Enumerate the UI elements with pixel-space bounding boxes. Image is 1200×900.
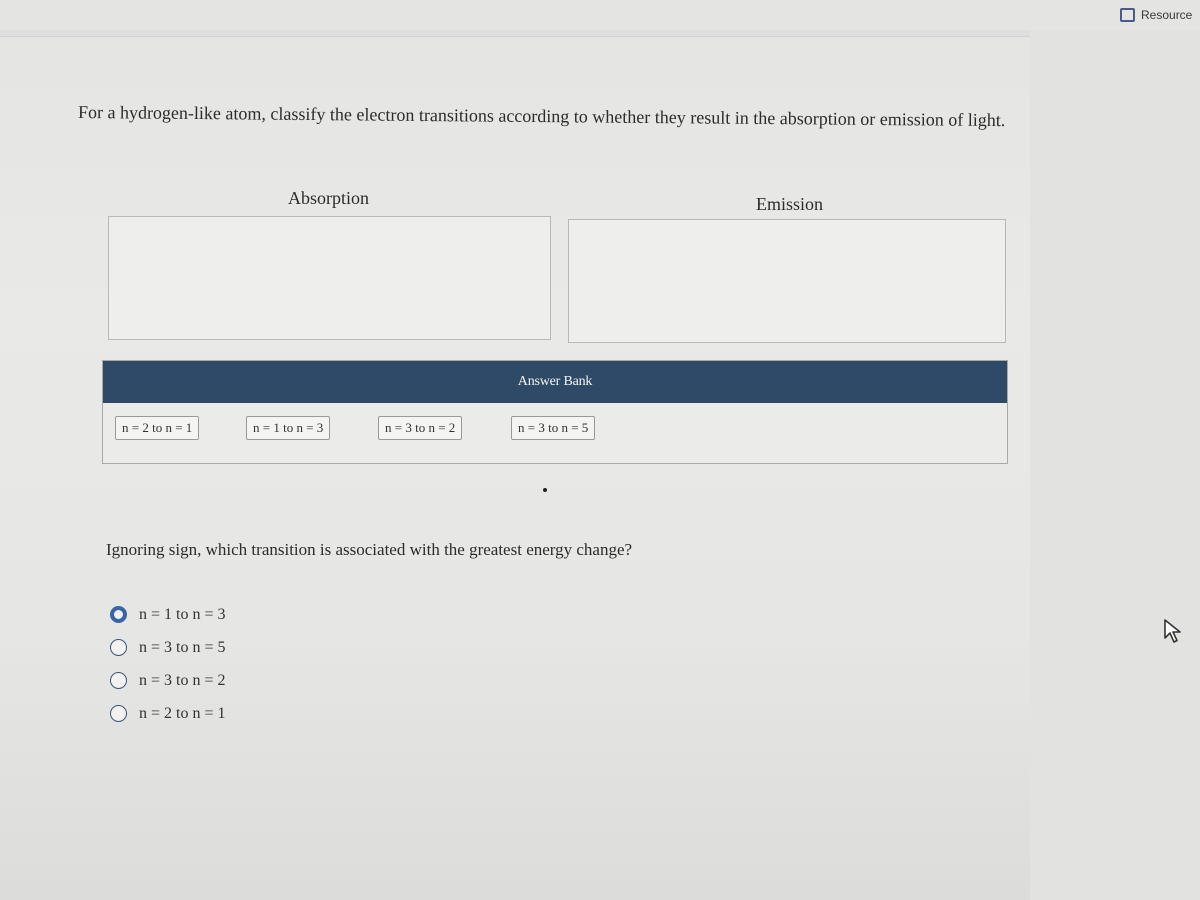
mouse-pointer-icon	[1162, 618, 1186, 646]
answer-chip[interactable]: n = 3 to n = 2	[378, 416, 462, 440]
stray-dot	[543, 488, 547, 492]
radio-button[interactable]	[110, 705, 127, 722]
absorption-dropzone[interactable]	[108, 216, 551, 340]
answer-bank	[102, 360, 1008, 464]
answer-chip[interactable]: n = 2 to n = 1	[115, 416, 199, 440]
mc-option-label: n = 1 to n = 3	[139, 605, 226, 623]
mc-option[interactable]	[110, 664, 226, 697]
right-margin	[1030, 30, 1200, 900]
mc-question-prompt: Ignoring sign, which transition is associated with the greatest energy change?	[106, 540, 633, 559]
mc-option-label: n = 3 to n = 2	[139, 671, 226, 689]
answer-chip[interactable]: n = 3 to n = 5	[511, 416, 595, 440]
mc-option-label: n = 3 to n = 5	[139, 638, 226, 656]
mc-option[interactable]	[110, 697, 226, 730]
sort-question-prompt: For a hydrogen-like atom, classify the electron transitions according to whether they result in the absorption or emission of light.	[77, 102, 1006, 131]
mc-option[interactable]	[110, 598, 226, 631]
bookmark-square-icon	[1120, 8, 1135, 22]
resources-button[interactable]	[1120, 8, 1192, 22]
top-bar	[0, 30, 1200, 37]
answer-chip[interactable]: n = 1 to n = 3	[246, 416, 330, 440]
emission-dropzone[interactable]	[568, 219, 1006, 343]
radio-button[interactable]	[110, 639, 127, 656]
mc-option[interactable]	[110, 631, 226, 664]
radio-button[interactable]	[110, 672, 127, 689]
radio-button[interactable]	[110, 606, 127, 623]
emission-label: Emission	[756, 194, 824, 214]
absorption-label: Absorption	[288, 188, 369, 208]
mc-options	[110, 598, 226, 730]
mc-option-label: n = 2 to n = 1	[139, 704, 226, 722]
answer-bank-title: Answer Bank	[103, 361, 1007, 403]
resources-label: Resource	[1141, 8, 1193, 22]
